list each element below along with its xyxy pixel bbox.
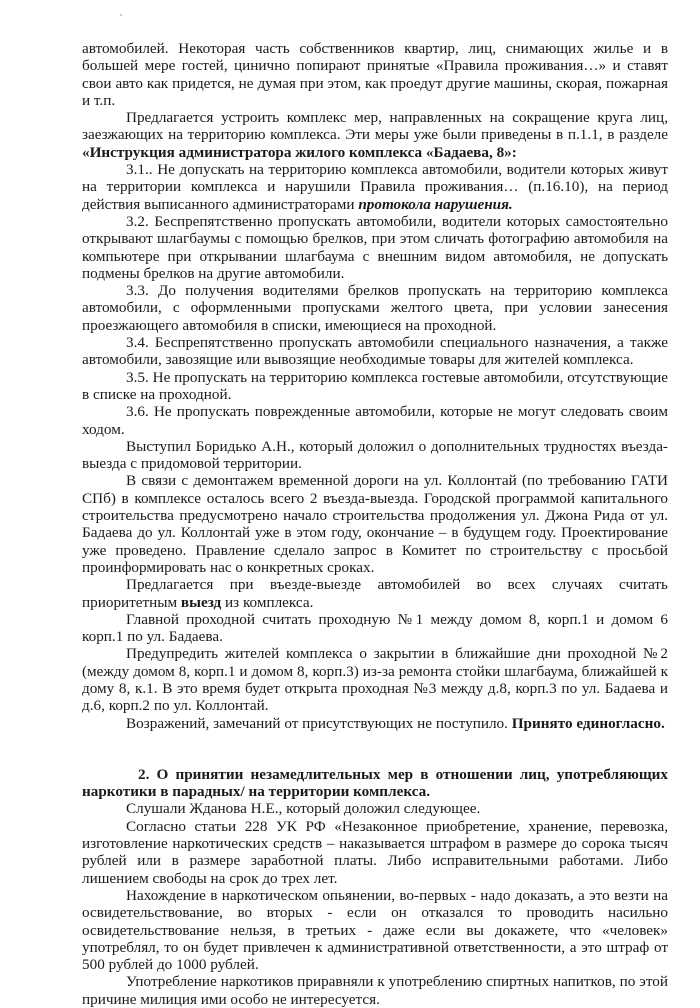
item-3-1-text: 3.1.. Не допускать на территорию комплекса автомобили, водители которых живут на территории комплекса и нарушили Правила проживания… (п.16.10), на период действия выписанного администраторами xyxy=(82,161,668,213)
document-page xyxy=(82,40,668,1008)
item-3-1 xyxy=(82,161,668,213)
section-spacer xyxy=(82,732,668,766)
paragraph-police: Употребление наркотиков приравняли к употреблению спиртных напитков, по этой причине милиция ими особо не интересуется. xyxy=(82,973,668,1008)
paragraph-article-228: Согласно статьи 228 УК РФ «Незаконное приобретение, хранение, перевозка, изготовление наркотических средств – наказывается штрафом в размере до сорока тысяч рублей или в размере заработной платы. Либо исправительными работами. Либо лишением свободы на срок до трех лет. xyxy=(82,817,668,887)
decision-result: Принято единогласно. xyxy=(511,714,665,732)
paragraph-cars-parking: автомобилей. Некоторая часть собственников квартир, лиц, снимающих жилье и в большей мере гостей, цинично попирают принятые «Правила проживания…» и ставят свои авто как придется, не думая при этом, как проедут другие машины, скорая, пожарная и т.п. xyxy=(82,40,668,109)
paragraph-main-checkpoint: Главной проходной считать проходную №1 между домом 8, корп.1 и домом 6 корп.1 по ул. Бадаева. xyxy=(82,610,668,646)
paragraph-speaker-zhdanov: Слушали Жданова Н.Е., который доложил следующее. xyxy=(126,800,481,818)
exit-word: выезд xyxy=(180,593,222,611)
decision-text: Возражений, замечаний от присутствующих не поступило. xyxy=(126,714,512,732)
exit-priority-text: Предлагается при въезде-выезде автомобилей во всех случаях считать приоритетным xyxy=(82,576,668,611)
paragraph-checkpoint-closure: Предупредить жителей комплекса о закрытии в ближайшие дни проходной №2 (между домом 8, корп.1 и домом 8, корп.3) из-за ремонта стойки шлагбаума, ближайшей к дому 8, к.1. В это время будет открыта проходная №3 между д.8, корп.3 по ул. Бадаева и д.6, корп.2 по ул. Коллонтай. xyxy=(82,645,668,715)
paragraph-speaker-boridko: Выступил Боридько А.Н., который доложил о дополнительных трудностях въезда-выезда с придомовой территории. xyxy=(82,437,668,473)
violation-protocol: протокола нарушения. xyxy=(358,195,513,213)
item-3-4: 3.4. Беспрепятственно пропускать автомобили специального назначения, а также автомобили, завозящие или вывозящие необходимые товары для жителей комплекса. xyxy=(82,334,668,369)
section-2-heading: 2. О принятии незамедлительных мер в отношении лиц, употребляющих наркотики в парадных/ на территории комплекса. xyxy=(82,765,668,801)
paragraph-exit-priority xyxy=(82,576,668,611)
instruction-title: «Инструкция администратора жилого комплекса «Бадаева, 8»: xyxy=(82,143,517,161)
scan-dust-mark xyxy=(120,14,122,16)
paragraph-road-demolition: В связи с демонтажем временной дороги на ул. Коллонтай (по требованию ГАТИ СПб) в комплексе осталось всего 2 въезда-выезда. Городской программой капитального строительства предусмотрено начало строительства продолжения ул. Джона Рида от ул. Бадаева до ул. Коллонтай уже в этом году, окончание – в будущем году. Проектирование уже проведено. Правление сделало запрос в Комитет по строительству с просьбой проинформировать нас о конкретных сроках. xyxy=(82,472,668,576)
item-3-2: 3.2. Беспрепятственно пропускать автомобили, водители которых самостоятельно открывают шлагбаумы с помощью брелков, при этом сличать фотографию автомобиля на компьютере при открывании шлагбаума с внешним видом автомобиля, не допускать подмены брелков на другие автомобили. xyxy=(82,212,668,282)
exit-priority-end: из комплекса. xyxy=(221,593,314,611)
paragraph-proposal xyxy=(82,109,668,161)
paragraph-intoxication: Нахождение в наркотическом опьянении, во-первых - надо доказать, а это везти на освидетельствование, во вторых - если он отказался то проводить насильно освидетельствование нельзя, в третьих - даже если вы докажете, что «человек» употреблял, то он будет привлечен к административной ответственности, а это штраф от 500 рублей до 1000 рублей. xyxy=(82,886,668,974)
paragraph-decision xyxy=(82,715,668,732)
proposal-text: Предлагается устроить комплекс мер, направленных на сокращение круга лиц, заезжающих на территорию комплекса. Эти меры уже были приведены в п.1.1, в разделе xyxy=(82,109,668,144)
item-3-3: 3.3. До получения водителями брелков пропускать на территорию комплекса автомобили, с оформленными пропусками желтого цвета, при условии занесения проезжающего автомобиля в списки, имеющиеся на проходной. xyxy=(82,282,668,334)
item-3-5: 3.5. Не пропускать на территорию комплекса гостевые автомобили, отсутствующие в списке на проходной. xyxy=(82,368,668,403)
item-3-6: 3.6. Не пропускать поврежденные автомобили, которые не могут следовать своим ходом. xyxy=(82,403,668,438)
